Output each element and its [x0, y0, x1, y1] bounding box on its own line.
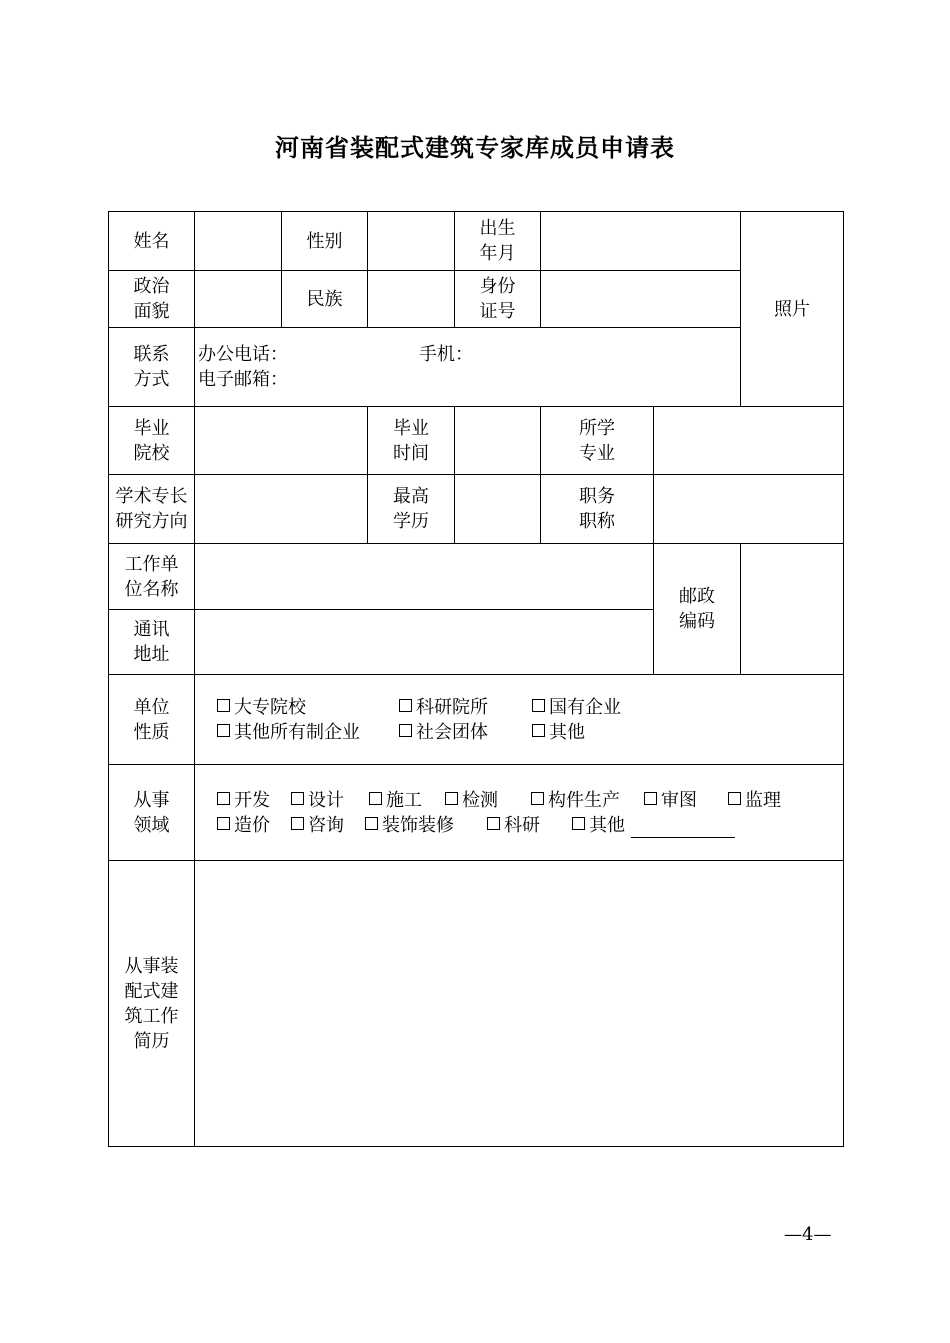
- field-option[interactable]: 设计: [291, 788, 369, 813]
- page-number: —4—: [784, 1224, 832, 1245]
- contact-value[interactable]: [195, 328, 741, 407]
- position-value[interactable]: [654, 475, 844, 544]
- grad-time-label: 毕业 时间: [368, 407, 455, 475]
- checkbox-icon[interactable]: [487, 817, 500, 830]
- unit-type-label: 单位 性质: [109, 675, 195, 765]
- checkbox-icon[interactable]: [532, 699, 545, 712]
- checkbox-icon[interactable]: [217, 792, 230, 805]
- checkbox-icon[interactable]: [365, 817, 378, 830]
- address-value[interactable]: [195, 610, 654, 675]
- field-option[interactable]: 施工: [369, 788, 445, 813]
- field-option[interactable]: 科研: [487, 813, 572, 838]
- checkbox-icon[interactable]: [369, 792, 382, 805]
- id-number-value[interactable]: [541, 271, 741, 328]
- unit-type-option[interactable]: 其他: [532, 720, 585, 745]
- ethnicity-value[interactable]: [368, 271, 455, 328]
- checkbox-icon[interactable]: [217, 817, 230, 830]
- field-option[interactable]: 造价: [217, 813, 291, 838]
- school-value[interactable]: [195, 407, 368, 475]
- gender-value[interactable]: [368, 212, 455, 271]
- checkbox-icon[interactable]: [399, 699, 412, 712]
- checkbox-icon[interactable]: [728, 792, 741, 805]
- field-option[interactable]: 检测: [445, 788, 531, 813]
- checkbox-icon[interactable]: [291, 817, 304, 830]
- major-label: 所学 专业: [541, 407, 654, 475]
- school-label: 毕业 院校: [109, 407, 195, 475]
- field-option[interactable]: 监理: [728, 788, 781, 813]
- checkbox-icon[interactable]: [291, 792, 304, 805]
- checkbox-icon[interactable]: [644, 792, 657, 805]
- gender-label: 性别: [282, 212, 368, 271]
- ethnicity-label: 民族: [282, 271, 368, 328]
- unit-type-option[interactable]: 社会团体: [399, 720, 532, 745]
- photo-cell[interactable]: 照片: [741, 212, 844, 407]
- field-option[interactable]: 开发: [217, 788, 291, 813]
- unit-type-option[interactable]: 科研院所: [399, 695, 532, 720]
- checkbox-icon[interactable]: [217, 724, 230, 737]
- major-value[interactable]: [654, 407, 844, 475]
- experience-value[interactable]: [195, 861, 844, 1147]
- email-label: 电子邮箱：: [198, 369, 288, 390]
- id-number-label: 身份 证号: [455, 271, 541, 328]
- checkbox-icon[interactable]: [217, 699, 230, 712]
- unit-type-option[interactable]: 国有企业: [532, 695, 621, 720]
- mobile-label: 手机：: [419, 344, 473, 365]
- research-label: 学术专长 研究方向: [109, 475, 195, 544]
- form-title: 河南省装配式建筑专家库成员申请表: [275, 133, 675, 162]
- field-option[interactable]: 构件生产: [531, 788, 644, 813]
- address-label: 通讯 地址: [109, 610, 195, 675]
- degree-value[interactable]: [455, 475, 541, 544]
- application-form-table: [108, 211, 844, 1147]
- position-label: 职务 职称: [541, 475, 654, 544]
- unit-type-option[interactable]: 大专院校: [217, 695, 399, 720]
- checkbox-icon[interactable]: [531, 792, 544, 805]
- postcode-label: 邮政 编码: [654, 544, 741, 675]
- field-option[interactable]: 审图: [644, 788, 728, 813]
- unit-type-options: [195, 675, 844, 765]
- employer-label: 工作单 位名称: [109, 544, 195, 610]
- checkbox-icon[interactable]: [399, 724, 412, 737]
- field-option[interactable]: 咨询: [291, 813, 365, 838]
- birth-value[interactable]: [541, 212, 741, 271]
- field-label: 从事 领域: [109, 765, 195, 861]
- experience-label: 从事装 配式建 筑工作 简历: [109, 861, 195, 1147]
- employer-value[interactable]: [195, 544, 654, 610]
- degree-label: 最高 学历: [368, 475, 455, 544]
- name-value[interactable]: [195, 212, 282, 271]
- politics-value[interactable]: [195, 271, 282, 328]
- postcode-value[interactable]: [741, 544, 844, 675]
- research-value[interactable]: [195, 475, 368, 544]
- unit-type-option[interactable]: 其他所有制企业: [217, 720, 399, 745]
- field-option[interactable]: 装饰装修: [365, 813, 487, 838]
- name-label: 姓名: [109, 212, 195, 271]
- field-options: [195, 765, 844, 861]
- checkbox-icon[interactable]: [572, 817, 585, 830]
- checkbox-icon[interactable]: [532, 724, 545, 737]
- other-blank-line[interactable]: [631, 819, 735, 838]
- checkbox-icon[interactable]: [445, 792, 458, 805]
- office-phone-label: 办公电话：: [198, 344, 288, 365]
- birth-label: 出生 年月: [455, 212, 541, 271]
- politics-label: 政治 面貌: [109, 271, 195, 328]
- field-option[interactable]: 其他: [572, 813, 735, 838]
- grad-time-value[interactable]: [455, 407, 541, 475]
- contact-label: 联系 方式: [109, 328, 195, 407]
